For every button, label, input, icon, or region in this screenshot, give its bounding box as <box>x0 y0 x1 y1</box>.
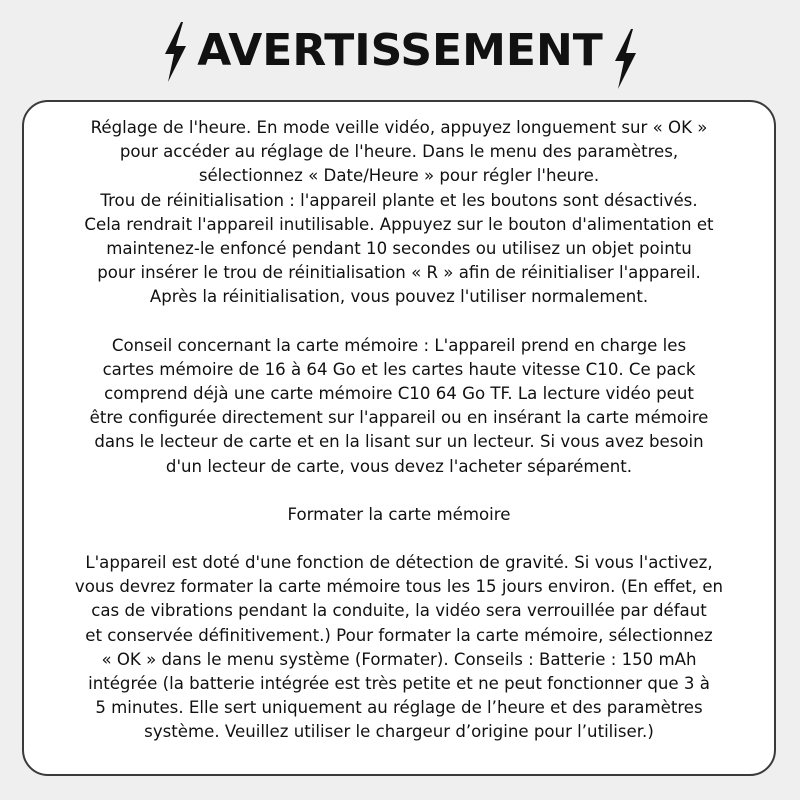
lightning-bolt-icon <box>611 29 639 89</box>
instructions-panel <box>22 100 776 776</box>
memory-card-paragraph: Conseil concernant la carte mémoire : L'appareil prend en charge les cartes mémoire de 16 à 64 Go et les cartes haute vitesse C10. Ce pack comprend déjà une carte mémoire C10 64 Go TF. La lecture vidéo peut être configurée directement sur l'appareil ou en insérant la carte mémoire dans le lecteur de carte et en la lisant sur un lecteur. Si vous avez besoin d'un lecteur de carte, vous devez l'acheter séparément. <box>89 335 709 476</box>
lightning-bolt-icon <box>161 22 189 82</box>
warning-title: AVERTISSEMENT <box>197 24 603 76</box>
time-reset-paragraph: Réglage de l'heure. En mode veille vidéo, appuyez longuement sur « OK » pour accéder au réglage de l'heure. Dans le menu des paramètres, sélectionnez « Date/Heure » pour régler l'heure. Trou de réinitialisation : l'appareil plante et les boutons sont désactivés. Cela rendrait l'appareil inutilisable. Appuyez sur le bouton d'alimentation et maintenez-le enfoncé pendant 10 secondes ou utilisez un objet pointu pour insérer le trou de réinitialisation « R » afin de réinitialiser l'appareil. Après la réinitialisation, vous pouvez l'utiliser normalement. <box>84 118 714 307</box>
header <box>0 10 800 90</box>
gravity-battery-paragraph: L'appareil est doté d'une fonction de détection de gravité. Si vous l'activez, vous devrez formater la carte mémoire tous les 15 jours environ. (En effet, en cas de vibrations pendant la conduite, la vidéo sera verrouillée par défaut et conservée définitivement.) Pour formater la carte mémoire, sélectionnez « OK » dans le menu système (Formater). Conseils : Batterie : 150 mAh intégrée (la batterie intégrée est très petite et ne peut fonctionner que 3 à 5 minutes. Elle sert uniquement au réglage de l’heure et des paramètres système. Veuillez utiliser le chargeur d’origine pour l’utiliser.) <box>74 553 724 742</box>
format-card-heading: Formater la carte mémoire <box>287 504 511 524</box>
